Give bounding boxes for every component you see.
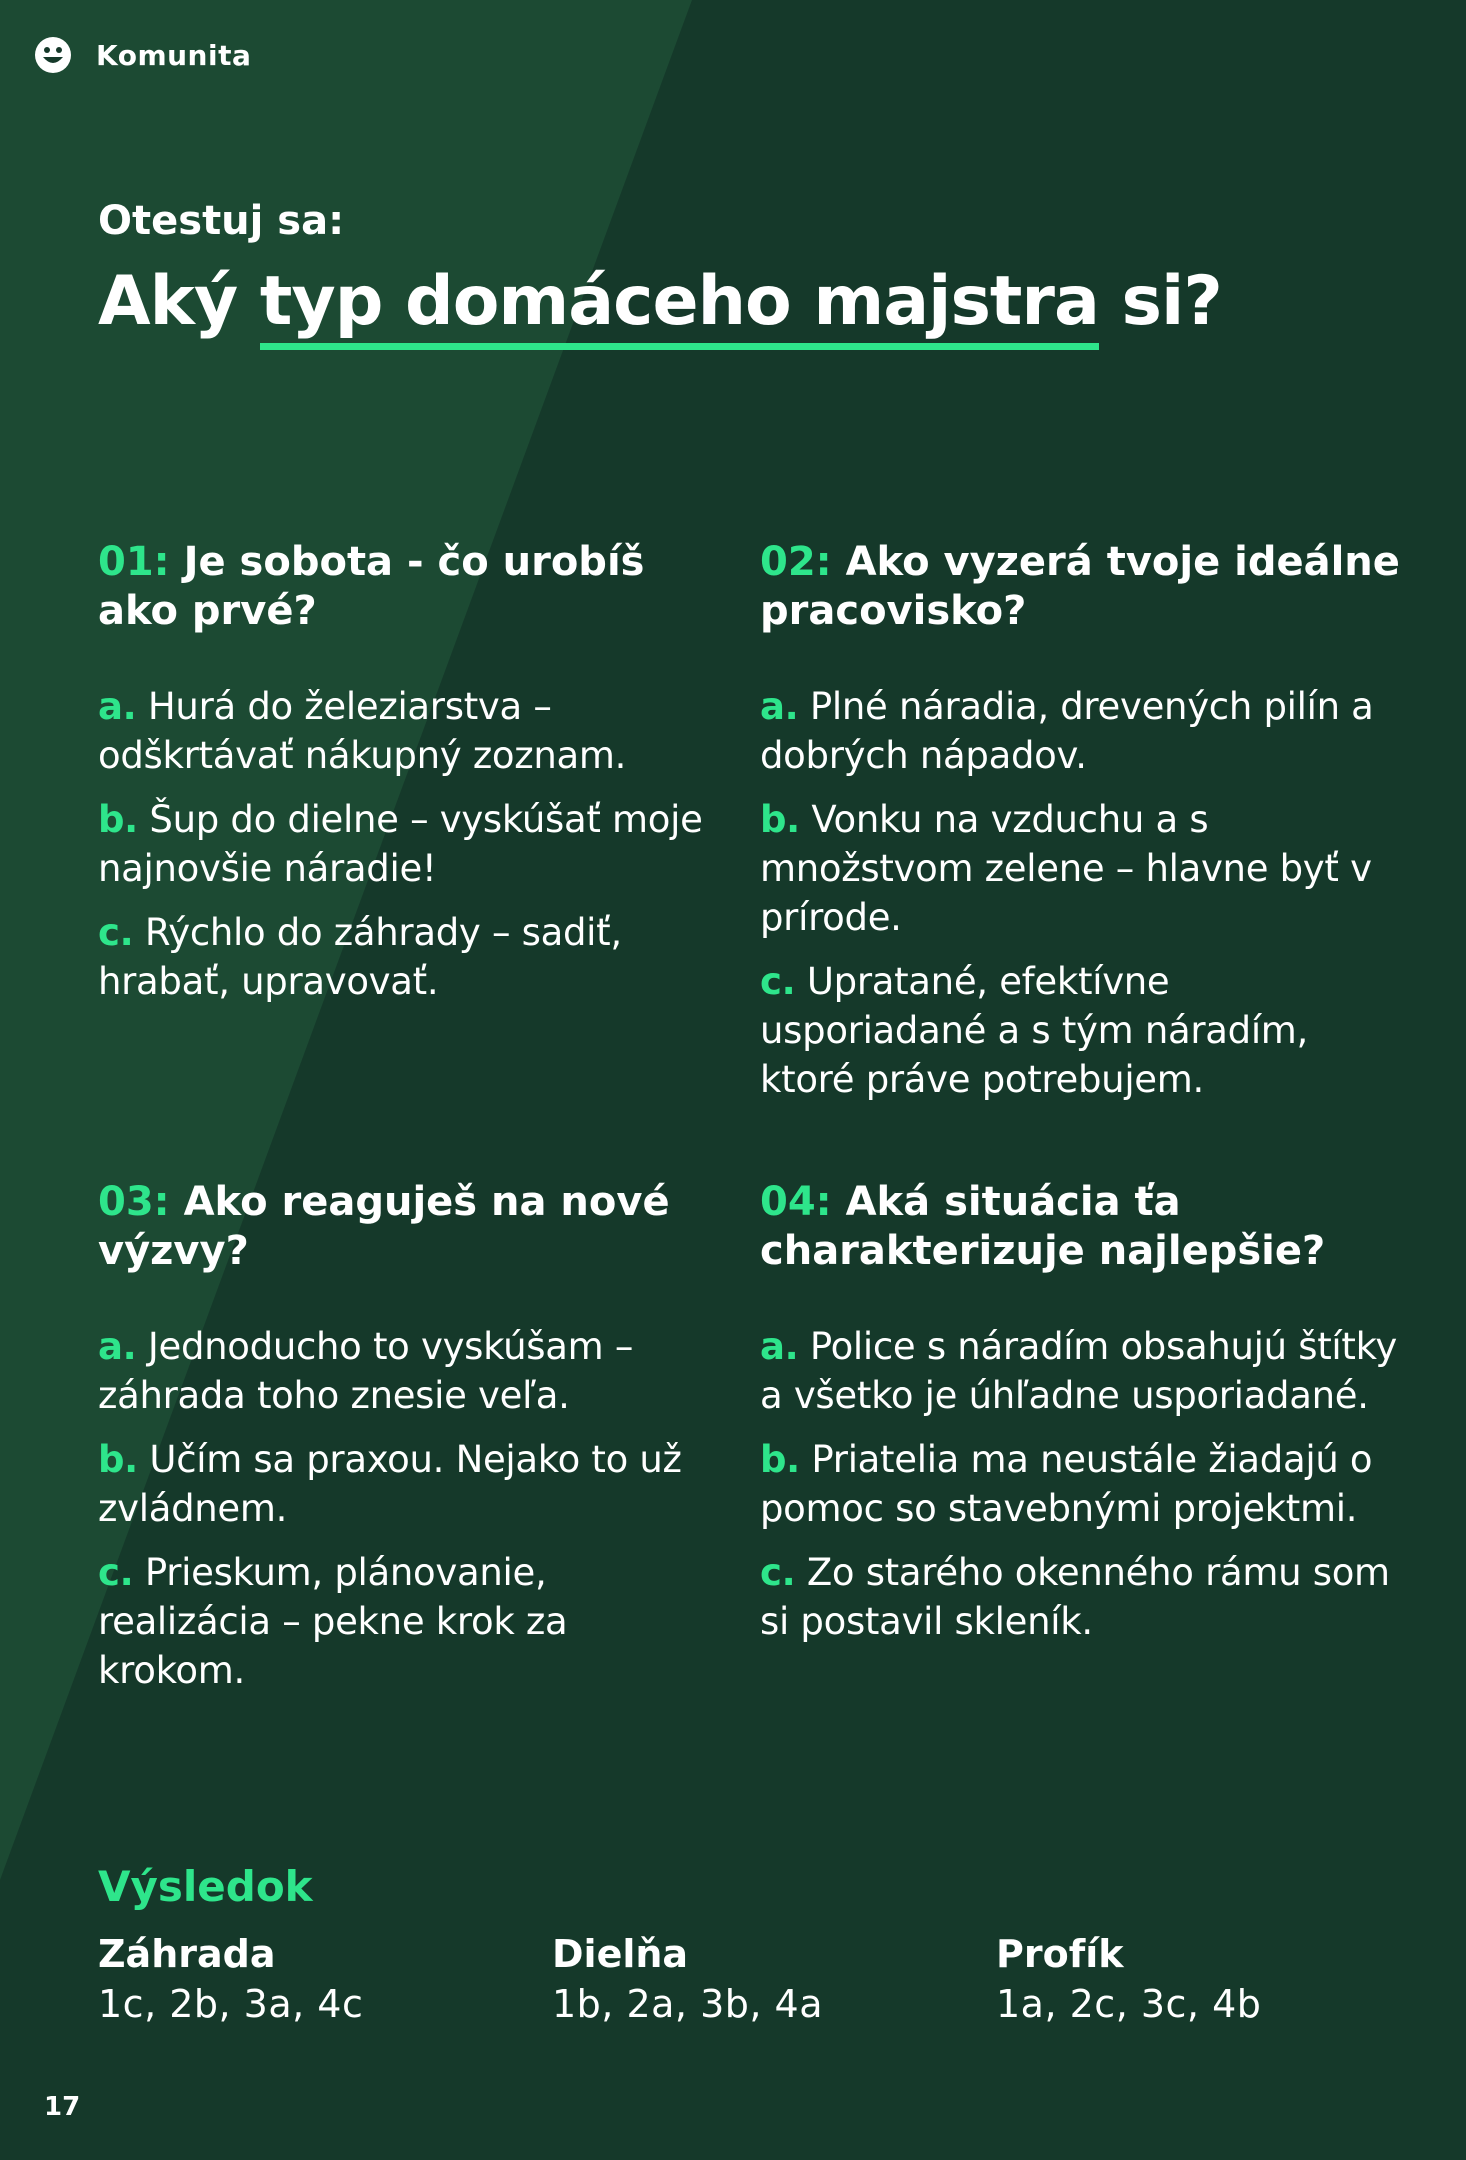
answer-text: Hurá do železiarstva – odškrtávať nákupný zoznam. <box>98 685 627 777</box>
question-text: Ako reaguješ na nové výzvy? <box>98 1179 670 1274</box>
question-text: Aká situácia ťa charakterizuje najlepšie? <box>760 1179 1326 1274</box>
question-text: Ako vyzerá tvoje ideálne pracovisko? <box>760 539 1400 634</box>
section-header <box>34 36 251 74</box>
answer-text: Jednoducho to vyskúšam – záhrada toho znesie veľa. <box>98 1325 634 1417</box>
answer-letter: a. <box>760 1325 799 1368</box>
answer-text: Upratané, efektívne usporiadané a s tým náradím, ktoré práve potrebujem. <box>760 960 1309 1101</box>
answer-letter: b. <box>760 1438 800 1481</box>
question-title <box>98 538 718 636</box>
page-kicker: Otestuj sa: <box>98 198 345 244</box>
result-codes: 1b, 2a, 3b, 4a <box>552 1982 823 2026</box>
answer-letter: a. <box>760 685 799 728</box>
answer-letter: b. <box>98 798 138 841</box>
question-title <box>760 1178 1400 1276</box>
result-zahrada <box>98 1930 363 2030</box>
result-profik <box>996 1930 1261 2030</box>
answer-letter: b. <box>98 1438 138 1481</box>
answer-text: Police s náradím obsahujú štítky a všetko je úhľadne usporiadané. <box>760 1325 1398 1417</box>
answer-option-c <box>98 1548 718 1695</box>
answer-option-c <box>760 957 1400 1104</box>
answer-text: Zo starého okenného rámu som si postavil skleník. <box>760 1551 1390 1643</box>
question-text: Je sobota - čo urobíš ako prvé? <box>98 539 645 634</box>
answer-text: Plné náradia, drevených pilín a dobrých nápadov. <box>760 685 1374 777</box>
answer-text: Prieskum, plánovanie, realizácia – pekne krok za krokom. <box>98 1551 568 1692</box>
smiley-icon <box>34 36 72 74</box>
answer-text: Priatelia ma neustále žiadajú o pomoc so stavebnými projektmi. <box>760 1438 1373 1530</box>
question-block-3 <box>98 1178 718 1710</box>
results-heading: Výsledok <box>98 1862 313 1911</box>
answer-letter: a. <box>98 685 137 728</box>
answer-text: Učím sa praxou. Nejako to už zvládnem. <box>98 1438 682 1530</box>
answer-option-b <box>98 795 718 893</box>
section-label: Komunita <box>96 38 252 72</box>
answer-text: Šup do dielne – vyskúšať moje najnovšie náradie! <box>98 798 703 890</box>
page-title <box>98 262 1222 350</box>
question-block-2 <box>760 538 1400 1119</box>
page-number: 17 <box>44 2092 81 2122</box>
answer-option-a <box>98 682 718 780</box>
answer-option-a <box>760 682 1400 780</box>
answer-letter: b. <box>760 798 800 841</box>
answer-option-a <box>760 1322 1400 1420</box>
title-underlined: typ domáceho majstra <box>260 262 1099 350</box>
title-end: si? <box>1098 262 1222 341</box>
answer-text: Vonku na vzduchu a s množstvom zelene – hlavne byť v prírode. <box>760 798 1372 939</box>
result-name: Záhrada <box>98 1932 276 1976</box>
result-name: Dielňa <box>552 1932 689 1976</box>
question-number: 03: <box>98 1179 170 1225</box>
question-title <box>760 538 1400 636</box>
answer-option-b <box>760 795 1400 942</box>
title-start: Aký <box>98 262 260 341</box>
question-block-1 <box>98 538 718 1021</box>
answer-text: Rýchlo do záhrady – sadiť, hrabať, upravovať. <box>98 911 622 1003</box>
result-codes: 1c, 2b, 3a, 4c <box>98 1982 364 2026</box>
answer-option-c <box>760 1548 1400 1646</box>
result-dielna <box>552 1930 823 2030</box>
answer-letter: c. <box>760 1551 796 1594</box>
answer-letter: c. <box>98 1551 134 1594</box>
question-block-4 <box>760 1178 1400 1661</box>
answer-option-c <box>98 908 718 1006</box>
result-name: Profík <box>996 1932 1124 1976</box>
question-number: 04: <box>760 1179 832 1225</box>
answer-letter: c. <box>760 960 796 1003</box>
question-title <box>98 1178 718 1276</box>
answer-letter: a. <box>98 1325 137 1368</box>
answer-option-b <box>98 1435 718 1533</box>
answer-letter: c. <box>98 911 134 954</box>
result-codes: 1a, 2c, 3c, 4b <box>996 1982 1262 2026</box>
question-number: 01: <box>98 539 170 585</box>
question-number: 02: <box>760 539 832 585</box>
answer-option-b <box>760 1435 1400 1533</box>
answer-option-a <box>98 1322 718 1420</box>
